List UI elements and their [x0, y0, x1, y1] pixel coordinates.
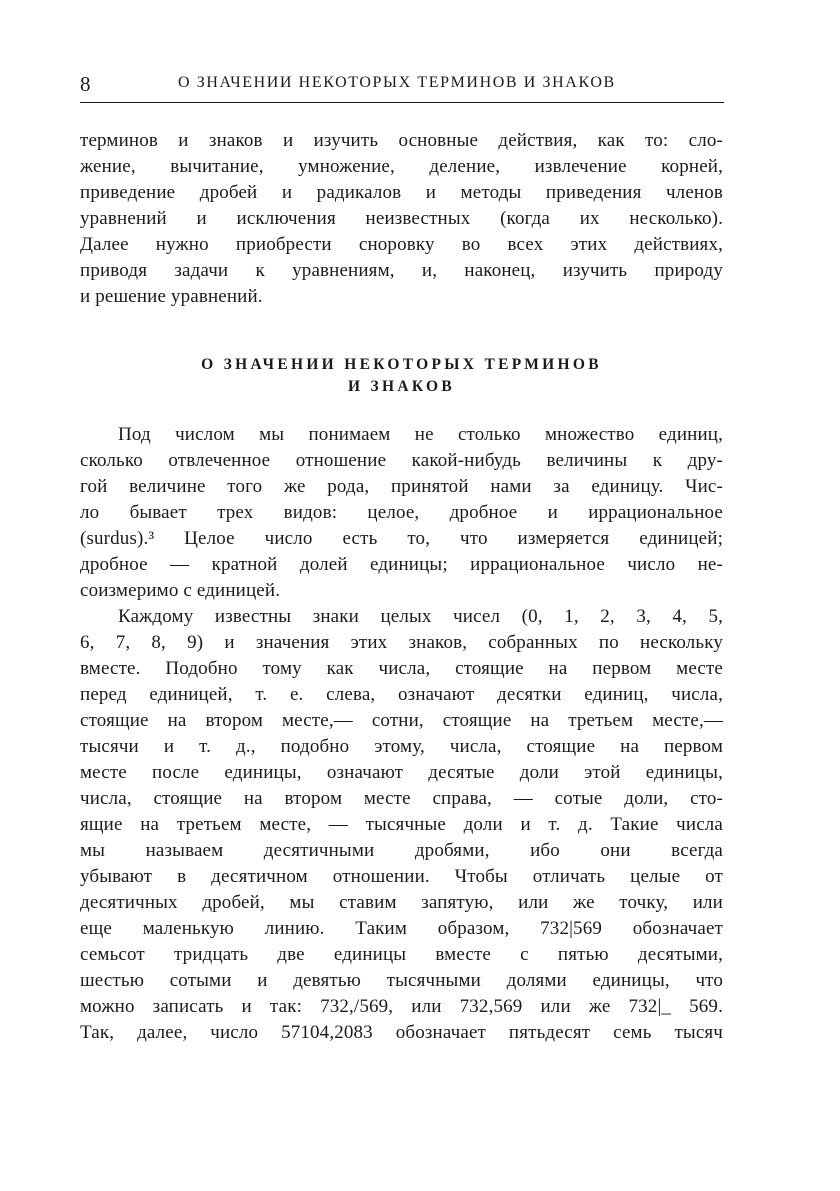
intro-paragraph: [80, 128, 723, 310]
text-line: шестью сотыми и девятью тысячными долями единицы, что: [80, 970, 723, 991]
text-line: уравнений и исключения неизвестных (когда их несколько).: [80, 208, 723, 229]
page-header: [80, 70, 724, 103]
text-line: (surdus).³ Целое число есть то, что измеряется единицей;: [80, 528, 723, 549]
text-line: терминов и знаков и изучить основные действия, как то: сло-: [80, 130, 723, 151]
text-line: можно записать и так: 732,/569, или 732,569 или же 732|_ 569.: [80, 996, 723, 1017]
text-line: числа, стоящие на втором месте справа, — сотые доли, сто-: [80, 788, 723, 809]
section-heading-line: И ЗНАКОВ: [347, 378, 455, 395]
text-line: дробное — кратной долей единицы; иррациональное число не-: [80, 554, 723, 575]
text-line: гой величине того же рода, принятой нами за единицу. Чис-: [80, 476, 723, 497]
text-line: десятичных дробей, мы ставим запятую, или же точку, или: [80, 892, 723, 913]
text-line: приводя задачи к уравнениям, и, наконец, изучить природу: [80, 260, 723, 281]
paragraph-numbers: [80, 422, 723, 604]
text-line: ящие на третьем месте, — тысячные доли и т. д. Такие числа: [80, 814, 723, 835]
page-number: 8: [80, 72, 91, 96]
text-line: Под числом мы понимаем не столько множество единиц,: [118, 424, 723, 445]
text-line: жение, вычитание, умножение, деление, извлечение корней,: [80, 156, 723, 177]
text-line: сколько отвлеченное отношение какой-нибудь величины к дру-: [80, 450, 723, 471]
text-line: стоящие на втором месте,— сотни, стоящие на третьем месте,—: [80, 710, 723, 731]
text-line: семьсот тридцать две единицы вместе с пятью десятыми,: [80, 944, 723, 965]
text-line: приведение дробей и радикалов и методы приведения членов: [80, 182, 723, 203]
section-heading: [80, 354, 723, 398]
text-line: вместе. Подобно тому как числа, стоящие на первом месте: [80, 658, 723, 679]
text-line: ло бывает трех видов: целое, дробное и иррациональное: [80, 502, 723, 523]
text-line: еще маленькую линию. Таким образом, 732|569 обозначает: [80, 918, 723, 939]
text-line: тысячи и т. д., подобно этому, числа, стоящие на первом: [80, 736, 723, 757]
paragraph-decimals: [80, 604, 723, 1046]
text-line: мы называем десятичными дробями, ибо они всегда: [80, 840, 723, 861]
text-line: Так, далее, число 57104,2083 обозначает пятьдесят семь тысяч: [80, 1022, 723, 1043]
running-title: О ЗНАЧЕНИИ НЕКОТОРЫХ ТЕРМИНОВ И ЗНАКОВ: [178, 74, 616, 91]
text-line: Далее нужно приобрести сноровку во всех этих действиях,: [80, 234, 723, 255]
text-line: соизмеримо с единицей.: [80, 580, 281, 601]
text-line: 6, 7, 8, 9) и значения этих знаков, собранных по нескольку: [80, 632, 723, 653]
section-heading-line: О ЗНАЧЕНИИ НЕКОТОРЫХ ТЕРМИНОВ: [201, 356, 602, 373]
text-line: и решение уравнений.: [80, 286, 263, 307]
text-line: убывают в десятичном отношении. Чтобы отличать целые от: [80, 866, 723, 887]
text-line: Каждому известны знаки целых чисел (0, 1, 2, 3, 4, 5,: [118, 606, 723, 627]
text-line: месте после единицы, означают десятые доли этой единицы,: [80, 762, 723, 783]
text-line: перед единицей, т. е. слева, означают десятки единиц, числа,: [80, 684, 723, 705]
